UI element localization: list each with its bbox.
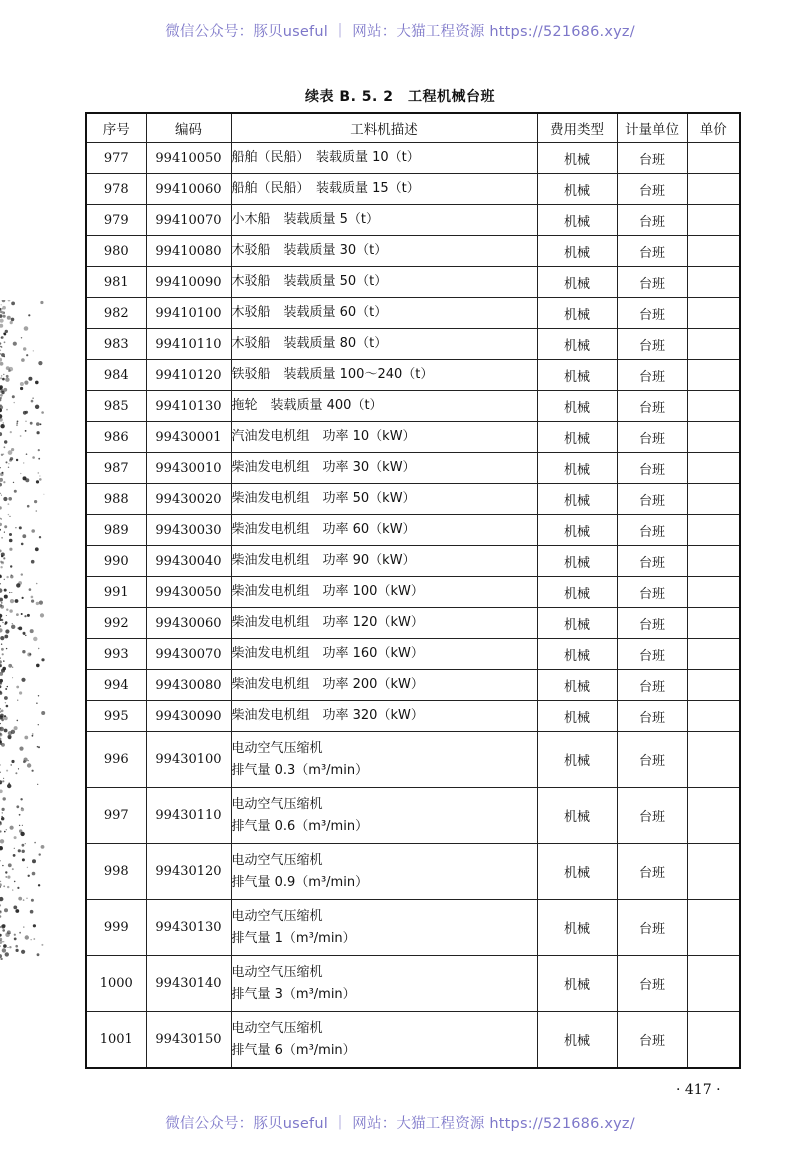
scan-edge-noise <box>0 300 46 960</box>
table-row <box>86 422 740 453</box>
cell-seq: 984 <box>86 360 146 391</box>
cell-unit: 台班 <box>617 484 687 515</box>
cell-code: 99430140 <box>146 956 231 1012</box>
desc-line: 柴油发电机组 功率 120（kW） <box>231 615 424 630</box>
cell-code: 99410110 <box>146 329 231 360</box>
table-row <box>86 515 740 546</box>
cell-seq: 986 <box>86 422 146 453</box>
cell-desc <box>231 956 537 1012</box>
cell-desc <box>231 546 537 577</box>
table-row <box>86 670 740 701</box>
cell-type: 机械 <box>537 360 617 391</box>
cell-desc <box>231 788 537 844</box>
cell-seq: 995 <box>86 701 146 732</box>
cell-unit: 台班 <box>617 236 687 267</box>
cell-code: 99410100 <box>146 298 231 329</box>
cell-desc <box>231 900 537 956</box>
cell-unit: 台班 <box>617 143 687 174</box>
cell-price <box>687 143 740 174</box>
cell-price <box>687 515 740 546</box>
desc-line: 木驳船 装载质量 80（t） <box>231 336 388 351</box>
cell-code: 99430001 <box>146 422 231 453</box>
cell-desc <box>231 174 537 205</box>
cell-code: 99430090 <box>146 701 231 732</box>
cell-type: 机械 <box>537 236 617 267</box>
cell-price <box>687 1012 740 1069</box>
cell-unit: 台班 <box>617 956 687 1012</box>
cell-type: 机械 <box>537 515 617 546</box>
cell-code: 99410120 <box>146 360 231 391</box>
cell-desc <box>231 267 537 298</box>
cell-code: 99410130 <box>146 391 231 422</box>
cell-code: 99410070 <box>146 205 231 236</box>
watermark-top: 微信公众号：豚贝useful ｜ 网站：大猫工程资源 https://521686.xyz/ <box>165 24 635 40</box>
cell-type: 机械 <box>537 391 617 422</box>
cell-desc <box>231 360 537 391</box>
cell-type: 机械 <box>537 788 617 844</box>
cell-type: 机械 <box>537 608 617 639</box>
cell-unit: 台班 <box>617 329 687 360</box>
cell-unit: 台班 <box>617 174 687 205</box>
header-type: 费用类型 <box>537 113 617 143</box>
table-row <box>86 639 740 670</box>
cell-desc <box>231 1012 537 1069</box>
cell-desc <box>231 236 537 267</box>
desc-line: 柴油发电机组 功率 50（kW） <box>231 491 416 506</box>
cell-seq: 992 <box>86 608 146 639</box>
cell-code: 99410050 <box>146 143 231 174</box>
cell-unit: 台班 <box>617 422 687 453</box>
cell-seq: 1001 <box>86 1012 146 1069</box>
desc-line: 排气量 6（m³/min） <box>231 1042 356 1058</box>
cell-code: 99430120 <box>146 844 231 900</box>
table-row <box>86 701 740 732</box>
desc-line: 柴油发电机组 功率 90（kW） <box>231 553 416 568</box>
cell-code: 99430020 <box>146 484 231 515</box>
cell-unit: 台班 <box>617 267 687 298</box>
header-price: 单价 <box>687 113 740 143</box>
cell-unit: 台班 <box>617 639 687 670</box>
table-row <box>86 788 740 844</box>
cell-price <box>687 453 740 484</box>
page-number: · 417 · <box>676 1082 721 1098</box>
cell-type: 机械 <box>537 732 617 788</box>
table-row <box>86 360 740 391</box>
header-code: 编码 <box>146 113 231 143</box>
cell-unit: 台班 <box>617 788 687 844</box>
table-row <box>86 577 740 608</box>
cell-code: 99430050 <box>146 577 231 608</box>
cell-seq: 989 <box>86 515 146 546</box>
desc-line: 柴油发电机组 功率 30（kW） <box>231 460 416 475</box>
cell-unit: 台班 <box>617 360 687 391</box>
desc-line: 小木船 装载质量 5（t） <box>231 212 380 227</box>
cell-seq: 980 <box>86 236 146 267</box>
cell-unit: 台班 <box>617 1012 687 1069</box>
cell-type: 机械 <box>537 298 617 329</box>
table-row <box>86 484 740 515</box>
desc-line: 木驳船 装载质量 60（t） <box>231 305 388 320</box>
cell-unit: 台班 <box>617 546 687 577</box>
cell-type: 机械 <box>537 205 617 236</box>
watermark-bottom: 微信公众号：豚贝useful ｜ 网站：大猫工程资源 https://521686.xyz/ <box>165 1116 635 1132</box>
cell-seq: 999 <box>86 900 146 956</box>
cell-desc <box>231 143 537 174</box>
table-row <box>86 236 740 267</box>
cell-price <box>687 900 740 956</box>
cell-code: 99430150 <box>146 1012 231 1069</box>
cell-unit: 台班 <box>617 391 687 422</box>
table-row <box>86 1012 740 1069</box>
table-row <box>86 608 740 639</box>
cell-price <box>687 788 740 844</box>
cell-type: 机械 <box>537 267 617 298</box>
desc-line: 柴油发电机组 功率 200（kW） <box>231 677 424 692</box>
desc-line: 柴油发电机组 功率 60（kW） <box>231 522 416 537</box>
table-row <box>86 956 740 1012</box>
cell-price <box>687 844 740 900</box>
cell-price <box>687 670 740 701</box>
cell-code: 99410090 <box>146 267 231 298</box>
desc-line: 电动空气压缩机 <box>231 1020 323 1036</box>
desc-line: 木驳船 装载质量 30（t） <box>231 243 388 258</box>
cell-desc <box>231 422 537 453</box>
cell-code: 99430070 <box>146 639 231 670</box>
cell-code: 99430010 <box>146 453 231 484</box>
cell-price <box>687 577 740 608</box>
cell-desc <box>231 515 537 546</box>
cell-seq: 982 <box>86 298 146 329</box>
table-body <box>86 143 740 1069</box>
cell-desc <box>231 844 537 900</box>
cell-type: 机械 <box>537 670 617 701</box>
cell-seq: 994 <box>86 670 146 701</box>
cell-desc <box>231 205 537 236</box>
cell-unit: 台班 <box>617 205 687 236</box>
desc-line: 柴油发电机组 功率 100（kW） <box>231 584 424 599</box>
desc-line: 船舶（民船） 装载质量 15（t） <box>231 181 420 196</box>
cell-seq: 987 <box>86 453 146 484</box>
cell-type: 机械 <box>537 701 617 732</box>
cell-seq: 977 <box>86 143 146 174</box>
desc-line: 木驳船 装载质量 50（t） <box>231 274 388 289</box>
cell-desc <box>231 484 537 515</box>
cell-desc <box>231 701 537 732</box>
cell-seq: 998 <box>86 844 146 900</box>
cell-price <box>687 360 740 391</box>
desc-line: 排气量 3（m³/min） <box>231 986 356 1002</box>
table-row <box>86 391 740 422</box>
cell-unit: 台班 <box>617 608 687 639</box>
desc-line: 排气量 0.3（m³/min） <box>231 762 369 778</box>
desc-line: 铁驳船 装载质量 100～240（t） <box>231 367 434 382</box>
cell-desc <box>231 329 537 360</box>
cell-desc <box>231 608 537 639</box>
table-row <box>86 329 740 360</box>
cell-type: 机械 <box>537 143 617 174</box>
cell-seq: 997 <box>86 788 146 844</box>
cell-price <box>687 484 740 515</box>
table-row <box>86 900 740 956</box>
table-row <box>86 174 740 205</box>
cell-seq: 981 <box>86 267 146 298</box>
table-row <box>86 453 740 484</box>
desc-line: 柴油发电机组 功率 320（kW） <box>231 708 424 723</box>
cell-seq: 978 <box>86 174 146 205</box>
cell-code: 99430080 <box>146 670 231 701</box>
table-title: 续表 B. 5. 2 工程机械台班 <box>305 89 495 105</box>
cell-seq: 985 <box>86 391 146 422</box>
cell-desc <box>231 577 537 608</box>
cell-unit: 台班 <box>617 515 687 546</box>
header-desc: 工料机描述 <box>231 113 537 143</box>
cell-type: 机械 <box>537 577 617 608</box>
cell-price <box>687 236 740 267</box>
cell-type: 机械 <box>537 1012 617 1069</box>
cell-type: 机械 <box>537 422 617 453</box>
cell-code: 99430060 <box>146 608 231 639</box>
cell-type: 机械 <box>537 174 617 205</box>
cell-price <box>687 608 740 639</box>
cell-price <box>687 329 740 360</box>
desc-line: 电动空气压缩机 <box>231 740 323 756</box>
table-row <box>86 546 740 577</box>
cell-type: 机械 <box>537 639 617 670</box>
cell-seq: 991 <box>86 577 146 608</box>
machinery-table <box>85 112 741 1069</box>
table-row <box>86 732 740 788</box>
cell-price <box>687 546 740 577</box>
desc-line: 电动空气压缩机 <box>231 852 323 868</box>
cell-seq: 983 <box>86 329 146 360</box>
cell-price <box>687 956 740 1012</box>
cell-code: 99410060 <box>146 174 231 205</box>
cell-price <box>687 422 740 453</box>
desc-line: 电动空气压缩机 <box>231 796 323 812</box>
cell-code: 99410080 <box>146 236 231 267</box>
cell-unit: 台班 <box>617 701 687 732</box>
cell-price <box>687 174 740 205</box>
table-row <box>86 143 740 174</box>
cell-type: 机械 <box>537 844 617 900</box>
desc-line: 电动空气压缩机 <box>231 908 323 924</box>
cell-desc <box>231 453 537 484</box>
cell-price <box>687 267 740 298</box>
cell-code: 99430110 <box>146 788 231 844</box>
cell-type: 机械 <box>537 956 617 1012</box>
cell-seq: 988 <box>86 484 146 515</box>
cell-seq: 1000 <box>86 956 146 1012</box>
cell-price <box>687 298 740 329</box>
cell-seq: 993 <box>86 639 146 670</box>
cell-desc <box>231 732 537 788</box>
cell-type: 机械 <box>537 453 617 484</box>
cell-unit: 台班 <box>617 732 687 788</box>
cell-unit: 台班 <box>617 670 687 701</box>
header-unit: 计量单位 <box>617 113 687 143</box>
cell-desc <box>231 298 537 329</box>
cell-type: 机械 <box>537 484 617 515</box>
cell-seq: 990 <box>86 546 146 577</box>
cell-code: 99430040 <box>146 546 231 577</box>
cell-price <box>687 732 740 788</box>
cell-type: 机械 <box>537 546 617 577</box>
cell-price <box>687 205 740 236</box>
table-row <box>86 298 740 329</box>
cell-desc <box>231 639 537 670</box>
cell-unit: 台班 <box>617 844 687 900</box>
desc-line: 汽油发电机组 功率 10（kW） <box>231 429 416 444</box>
desc-line: 柴油发电机组 功率 160（kW） <box>231 646 424 661</box>
cell-type: 机械 <box>537 329 617 360</box>
cell-price <box>687 639 740 670</box>
desc-line: 电动空气压缩机 <box>231 964 323 980</box>
cell-type: 机械 <box>537 900 617 956</box>
cell-code: 99430030 <box>146 515 231 546</box>
cell-seq: 979 <box>86 205 146 236</box>
desc-line: 排气量 0.9（m³/min） <box>231 874 369 890</box>
table-header-row <box>86 113 740 143</box>
cell-seq: 996 <box>86 732 146 788</box>
cell-code: 99430130 <box>146 900 231 956</box>
cell-desc <box>231 391 537 422</box>
table-row <box>86 267 740 298</box>
cell-price <box>687 701 740 732</box>
cell-unit: 台班 <box>617 900 687 956</box>
cell-code: 99430100 <box>146 732 231 788</box>
cell-unit: 台班 <box>617 577 687 608</box>
desc-line: 排气量 0.6（m³/min） <box>231 818 369 834</box>
table-row <box>86 844 740 900</box>
cell-unit: 台班 <box>617 453 687 484</box>
cell-desc <box>231 670 537 701</box>
desc-line: 船舶（民船） 装载质量 10（t） <box>231 150 420 165</box>
cell-price <box>687 391 740 422</box>
header-seq: 序号 <box>86 113 146 143</box>
table-row <box>86 205 740 236</box>
desc-line: 排气量 1（m³/min） <box>231 930 356 946</box>
cell-unit: 台班 <box>617 298 687 329</box>
desc-line: 拖轮 装载质量 400（t） <box>231 398 383 413</box>
